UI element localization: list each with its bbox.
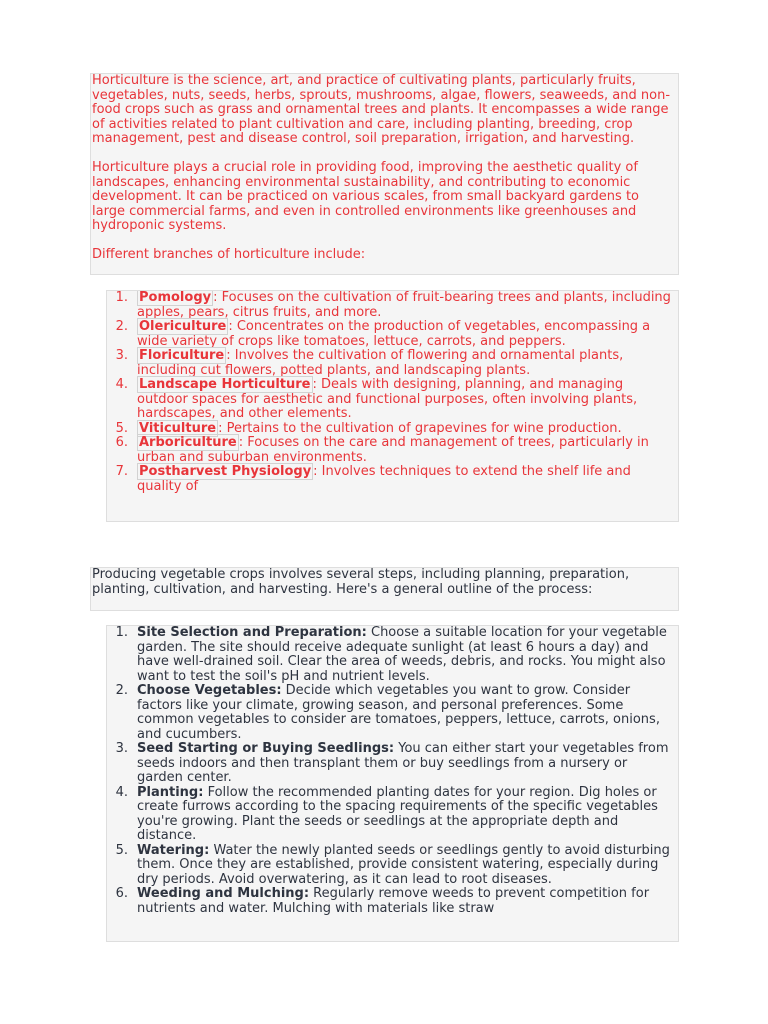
vegetable-crops-intro-block <box>90 567 679 611</box>
step-description: Follow the recommended planting dates for your region. Dig holes or create furrows according to the spacing requirements of the specific vegetables you're growing. Plant the seeds or seedlings at the appropriate depth and distance. <box>137 784 658 843</box>
list-item <box>108 320 676 349</box>
branch-description: : Pertains to the cultivation of grapevines for wine production. <box>218 420 622 436</box>
step-description: Regularly remove weeds to prevent competition for nutrients and water. Mulching with materials like straw <box>137 886 650 916</box>
branch-description: : Deals with designing, planning, and managing outdoor spaces for aesthetic and functional purposes, often involving plants, hardscapes, and other elements. <box>137 377 638 421</box>
branch-description: : Focuses on the cultivation of fruit-bearing trees and plants, including apples, pears, citrus fruits, and more. <box>137 290 671 320</box>
horticulture-intro-block <box>90 73 679 275</box>
list-item <box>108 626 676 684</box>
branch-description: : Involves the cultivation of flowering and ornamental plants, including cut flowers, potted plants, and landscaping plants. <box>137 348 624 378</box>
step-term: Seed Starting or Buying Seedlings: <box>137 741 395 756</box>
intro-paragraph-role: Horticulture plays a crucial role in providing food, improving the aesthetic quality of landscapes, enhancing environmental sustainability, and contributing to economic development. It can be practiced on various scales, from small backyard gardens to large commercial farms, and even in controlled environments like greenhouses and hydroponic systems. <box>92 160 639 233</box>
branch-term: Pomology <box>139 290 212 305</box>
list-item <box>108 844 676 888</box>
list-item <box>108 291 676 320</box>
branch-description: : Involves techniques to extend the shelf life and quality of <box>137 464 631 494</box>
list-number: 5. <box>115 420 128 436</box>
list-number: 6. <box>115 435 128 450</box>
list-number: 5. <box>115 842 128 858</box>
branch-term: Arboriculture <box>139 435 237 450</box>
branch-term: Olericulture <box>139 319 227 334</box>
steps-list <box>108 626 676 916</box>
step-description: Choose a suitable location for your vegetable garden. The site should receive adequate sunlight (at least 6 hours a day) and have well-drained soil. Clear the area of weeds, debris, and rocks. You might also want to test the soil's pH and nutrient levels. <box>137 625 667 684</box>
list-item <box>108 786 676 844</box>
list-item <box>108 378 676 422</box>
branch-description: : Concentrates on the production of vegetables, encompassing a wide variety of crops like tomatoes, lettuce, carrots, and peppers. <box>137 319 651 349</box>
branches-list <box>108 291 676 494</box>
step-description: Water the newly planted seeds or seedlings gently to avoid disturbing them. Once they are established, provide consistent watering, especially during dry periods. Avoid overwatering, as it can lead to root diseases. <box>137 842 670 887</box>
list-number: 4. <box>115 784 128 800</box>
step-description: You can either start your vegetables from seeds indoors and then transplant them or buy seedlings from a nursery or garden center. <box>137 741 669 785</box>
list-item <box>108 684 676 742</box>
vegetable-steps-list-block <box>106 625 679 942</box>
step-term: Planting: <box>137 784 204 800</box>
step-term: Watering: <box>137 842 210 858</box>
horticulture-branches-list-block <box>106 290 679 522</box>
list-item <box>108 349 676 378</box>
step-description: Decide which vegetables you want to grow. Consider factors like your climate, growing season, and personal preferences. Some common vegetables to consider are tomatoes, peppers, lettuce, carrots, onions, and cucumbers. <box>137 683 660 742</box>
list-number: 7. <box>115 464 128 479</box>
branch-description: : Focuses on the care and management of trees, particularly in urban and suburban environments. <box>137 435 649 465</box>
list-number: 4. <box>115 377 128 392</box>
list-number: 3. <box>115 348 128 363</box>
intro-paragraph-branches-heading: Different branches of horticulture include: <box>92 247 366 262</box>
branch-term: Viticulture <box>139 420 217 436</box>
list-number: 2. <box>115 683 128 698</box>
step-term: Choose Vegetables: <box>137 683 282 698</box>
branch-term: Floriculture <box>139 348 225 363</box>
list-number: 6. <box>115 886 128 901</box>
list-number: 1. <box>115 290 128 305</box>
intro-paragraph-definition: Horticulture is the science, art, and practice of cultivating plants, particularly fruits, vegetables, nuts, seeds, herbs, sprouts, mushrooms, algae, flowers, seaweeds, and non-food crops such as grass and ornamental trees and plants. It encompasses a wide range of activities related to plant cultivation and care, including planting, breeding, crop management, pest and disease control, soil preparation, irrigation, and harvesting. <box>92 73 671 146</box>
step-term: Site Selection and Preparation: <box>137 625 367 640</box>
list-number: 3. <box>115 741 128 756</box>
list-item <box>108 887 676 916</box>
step-term: Weeding and Mulching: <box>137 886 310 901</box>
list-number: 1. <box>115 625 128 640</box>
branch-term: Postharvest Physiology <box>139 464 312 479</box>
vegetable-intro-paragraph: Producing vegetable crops involves several steps, including planning, preparation, planting, cultivation, and harvesting. Here's a general outline of the process: <box>92 567 630 597</box>
list-number: 2. <box>115 319 128 334</box>
list-item <box>108 465 676 494</box>
branch-term: Landscape Horticulture <box>139 377 311 392</box>
list-item <box>108 436 676 465</box>
list-item <box>108 742 676 786</box>
